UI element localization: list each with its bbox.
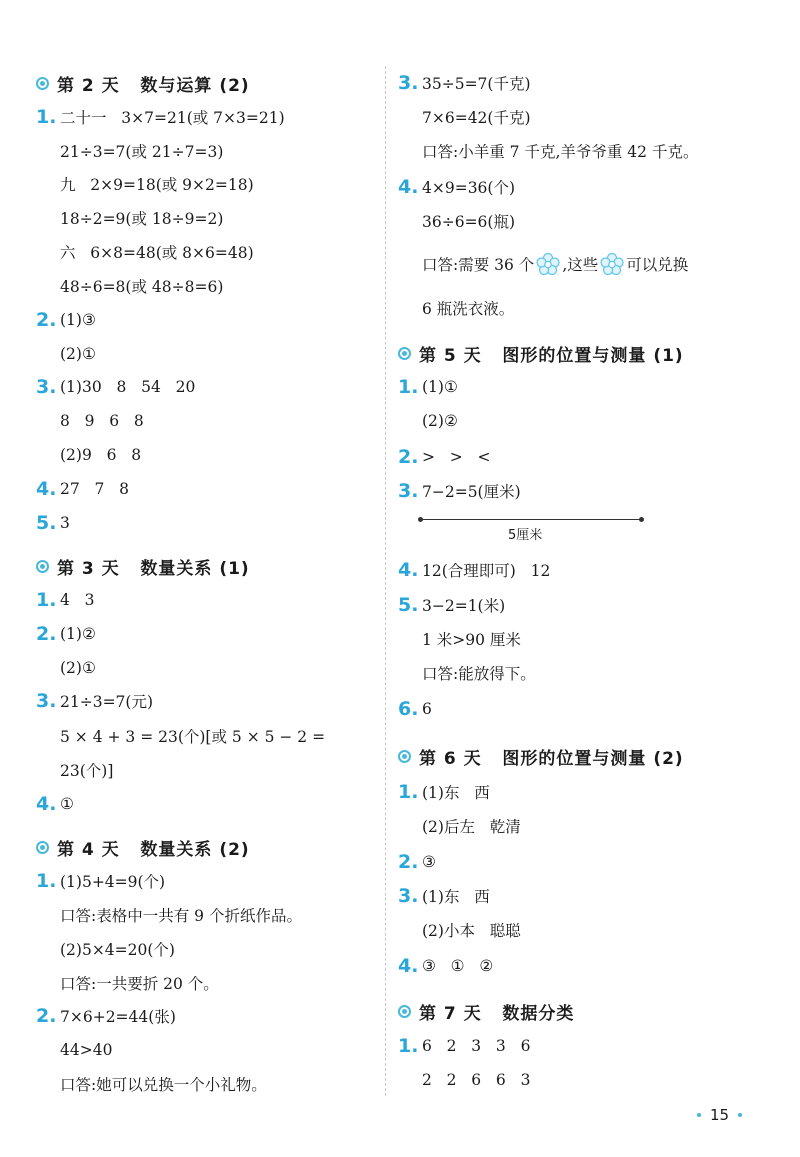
answer-line: 2. (1)③ — [36, 309, 96, 331]
question-number: 1. — [36, 589, 57, 611]
answer-line: 1. 二十一 3×7=21(或 7×3=21) — [36, 106, 285, 128]
question-number: 2. — [398, 446, 419, 468]
answer-line: 2. > > < — [398, 446, 491, 468]
question-number: 1. — [36, 870, 57, 892]
answer-line: 18÷2=9(或 18÷9=2) — [60, 210, 224, 228]
section-title: 第 7 天 数据分类 — [419, 1003, 575, 1024]
question-number: 2. — [36, 623, 57, 645]
answer-line: (2)① — [60, 345, 96, 363]
answer-line: 2 2 6 6 3 — [422, 1071, 531, 1089]
answer-line: 4. ① — [36, 793, 74, 815]
ruler-line — [420, 519, 642, 520]
question-number: 2. — [36, 1005, 57, 1027]
circle-bullet-icon — [398, 347, 411, 360]
flower-icon — [536, 253, 560, 275]
section-title: 第 4 天 数量关系 (2) — [57, 839, 250, 860]
dot-icon — [738, 1113, 742, 1117]
section-day6 — [398, 741, 684, 771]
question-number: 1. — [36, 106, 57, 128]
answer-line: 2. (1)② — [36, 623, 96, 645]
question-number: 4. — [398, 955, 419, 977]
dot-icon — [697, 1113, 701, 1117]
circle-bullet-icon — [398, 1005, 411, 1018]
answer-line: 3. (1)东 西 — [398, 885, 490, 907]
answer-line: 4. 12(合理即可) 12 — [398, 559, 551, 581]
answer-line: 4. 4×9=36(个) — [398, 176, 516, 198]
circle-bullet-icon — [36, 841, 49, 854]
answer-line: 3. 21÷3=7(元) — [36, 690, 154, 712]
answer-line: 36÷6=6(瓶) — [422, 213, 516, 231]
answer-line: 48÷6=8(或 48÷8=6) — [60, 278, 224, 296]
section-title: 第 5 天 图形的位置与测量 (1) — [419, 345, 684, 366]
answer-line: 8 9 6 8 — [60, 412, 144, 430]
answer-line: 4. ③ ① ② — [398, 955, 494, 977]
answer-line: (2)② — [422, 412, 458, 430]
section-day7 — [398, 996, 574, 1026]
section-day5 — [398, 338, 684, 368]
question-number: 4. — [36, 478, 57, 500]
answer-line: 21÷3=7(或 21÷7=3) — [60, 143, 224, 161]
answer-line: 1. (1)5+4=9(个) — [36, 870, 166, 892]
question-number: 4. — [36, 793, 57, 815]
answer-line: 口答:一共要折 20 个。 — [60, 975, 219, 993]
answer-line: 1. 4 3 — [36, 589, 95, 611]
answer-line: 5. 3−2=1(米) — [398, 594, 506, 616]
answer-line: 6 瓶洗衣液。 — [422, 300, 515, 318]
section-title: 第 3 天 数量关系 (1) — [57, 558, 250, 579]
ruler-label: 5厘米 — [508, 528, 543, 543]
section-day3 — [36, 551, 250, 581]
question-number: 4. — [398, 176, 419, 198]
question-number: 6. — [398, 698, 419, 720]
circle-bullet-icon — [36, 560, 49, 573]
question-number: 3. — [36, 690, 57, 712]
section-day4 — [36, 832, 250, 862]
question-number: 1. — [398, 1035, 419, 1057]
answer-line: 2. ③ — [398, 851, 436, 873]
answer-line: 3. (1)30 8 54 20 — [36, 376, 196, 398]
circle-bullet-icon — [398, 750, 411, 763]
answer-line: 口答:能放得下。 — [422, 665, 536, 683]
section-title: 第 2 天 数与运算 (2) — [57, 75, 250, 96]
answer-line: 1. (1)① — [398, 376, 458, 398]
answer-line: 六 6×8=48(或 8×6=48) — [60, 244, 254, 262]
question-number: 2. — [36, 309, 57, 331]
page-number: 15 — [688, 1104, 751, 1126]
column-divider — [385, 66, 386, 1096]
question-number: 3. — [36, 376, 57, 398]
answer-line: 6. 6 — [398, 698, 432, 720]
answer-line: 1. 6 2 3 3 6 — [398, 1035, 531, 1057]
answer-line: (2)9 6 8 — [60, 446, 142, 464]
question-number: 2. — [398, 851, 419, 873]
answer-line: 1 米>90 厘米 — [422, 631, 521, 649]
section-day2 — [36, 68, 250, 98]
answer-line: 口答:表格中一共有 9 个折纸作品。 — [60, 907, 302, 925]
answer-line: (2)① — [60, 659, 96, 677]
answer-line: 2. 7×6+2=44(张) — [36, 1005, 176, 1027]
answer-line: 口答:小羊重 7 千克,羊爷爷重 42 千克。 — [422, 143, 699, 161]
circle-bullet-icon — [36, 77, 49, 90]
answer-line: 九 2×9=18(或 9×2=18) — [60, 176, 254, 194]
answer-line: 5 × 4 + 3 = 23(个)[或 5 × 5 − 2 = — [60, 728, 326, 746]
question-number: 3. — [398, 72, 419, 94]
answer-line: (2)5×4=20(个) — [60, 941, 175, 959]
question-number: 5. — [398, 594, 419, 616]
question-number: 4. — [398, 559, 419, 581]
answer-line: 3. 35÷5=7(千克) — [398, 72, 531, 94]
answer-line: 23(个)] — [60, 762, 114, 780]
answer-line: 4. 27 7 8 — [36, 478, 130, 500]
question-number: 1. — [398, 781, 419, 803]
question-number: 3. — [398, 480, 419, 502]
answer-line: 7×6=42(千克) — [422, 109, 531, 127]
answer-line: 口答:需要 36 个 ,这些 可以兑换 — [422, 249, 688, 279]
question-number: 3. — [398, 885, 419, 907]
answer-line: 1. (1)东 西 — [398, 781, 490, 803]
answer-line: 5. 3 — [36, 512, 70, 534]
question-number: 1. — [398, 376, 419, 398]
answer-line: (2)小本 聪聪 — [422, 922, 521, 940]
answer-line: 3. 7−2=5(厘米) — [398, 480, 521, 502]
question-number: 5. — [36, 512, 57, 534]
section-title: 第 6 天 图形的位置与测量 (2) — [419, 748, 684, 769]
answer-line: 口答:她可以兑换一个小礼物。 — [60, 1076, 267, 1094]
flower-icon — [600, 253, 624, 275]
answer-line: 44>40 — [60, 1041, 113, 1059]
answer-line: (2)后左 乾清 — [422, 818, 521, 836]
